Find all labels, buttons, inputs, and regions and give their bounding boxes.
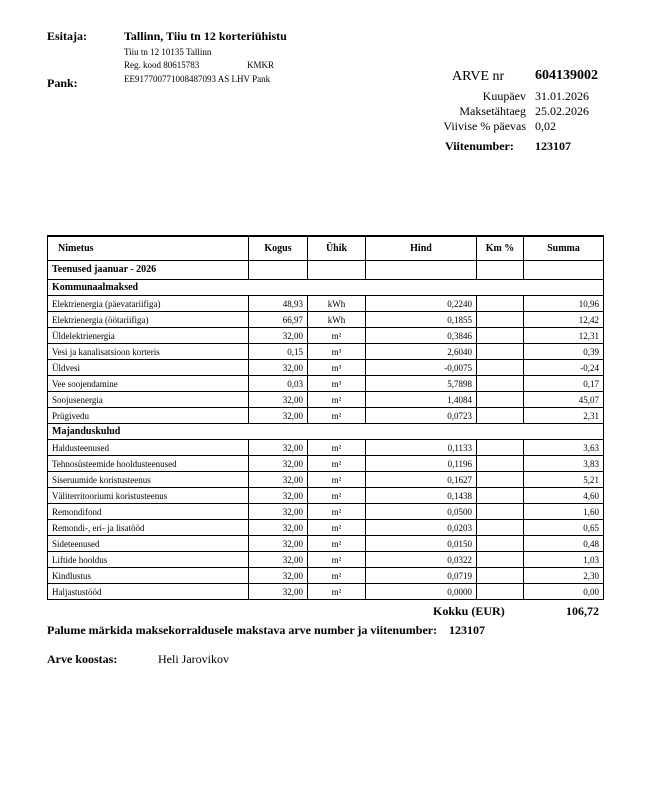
row-name: Soojusenergia [48, 392, 249, 408]
row-name: Üldvesi [48, 360, 249, 376]
table-row [48, 408, 604, 424]
row-vat [477, 504, 524, 520]
table-row [48, 376, 604, 392]
author-label: Arve koostas: [47, 652, 118, 666]
invoice-title: ARVE nr [452, 69, 505, 84]
row-quantity: 32,00 [249, 440, 308, 456]
row-sum: 2,31 [524, 408, 604, 424]
invoice-number: 604139002 [535, 68, 598, 83]
row-unit: m² [308, 472, 366, 488]
row-sum: 1,60 [524, 504, 604, 520]
row-sum: 1,03 [524, 552, 604, 568]
row-price: 2,6040 [366, 344, 477, 360]
sender-label: Esitaja: [47, 29, 87, 43]
row-name: Haljastustööd [48, 584, 249, 600]
row-name: Prügivedu [48, 408, 249, 424]
row-vat [477, 392, 524, 408]
row-vat [477, 584, 524, 600]
bank-account: EE917700771008487093 AS LHV Pank [124, 74, 271, 84]
table-row [48, 296, 604, 312]
row-quantity: 32,00 [249, 360, 308, 376]
row-vat [477, 488, 524, 504]
row-name: Vesi ja kanalisatsioon korteris [48, 344, 249, 360]
row-name: Sideteenused [48, 536, 249, 552]
row-sum: 0,17 [524, 376, 604, 392]
row-price: 0,1438 [366, 488, 477, 504]
row-quantity: 32,00 [249, 408, 308, 424]
table-row [48, 504, 604, 520]
row-name: Haldusteenused [48, 440, 249, 456]
row-name: Kindlustus [48, 568, 249, 584]
total-value: 106,72 [566, 604, 599, 618]
header-unit: Ühik [308, 236, 366, 261]
row-quantity: 32,00 [249, 472, 308, 488]
row-unit: m² [308, 488, 366, 504]
row-price: 0,1133 [366, 440, 477, 456]
row-vat [477, 376, 524, 392]
row-quantity: 32,00 [249, 504, 308, 520]
table-row [48, 440, 604, 456]
row-vat [477, 296, 524, 312]
penalty-label: Viivise % päevas [443, 119, 526, 133]
row-vat [477, 312, 524, 328]
row-unit: m² [308, 552, 366, 568]
row-quantity: 48,93 [249, 296, 308, 312]
row-sum: 12,42 [524, 312, 604, 328]
row-quantity: 32,00 [249, 456, 308, 472]
table-row [48, 552, 604, 568]
row-vat [477, 440, 524, 456]
header-quantity: Kogus [249, 236, 308, 261]
row-unit: m² [308, 568, 366, 584]
row-sum: 0,65 [524, 520, 604, 536]
row-vat [477, 536, 524, 552]
row-unit: m² [308, 504, 366, 520]
row-unit: m² [308, 408, 366, 424]
header-price: Hind [366, 236, 477, 261]
row-sum: 12,31 [524, 328, 604, 344]
row-price: 0,0719 [366, 568, 477, 584]
table-row [48, 520, 604, 536]
row-unit: m² [308, 520, 366, 536]
row-sum: 2,30 [524, 568, 604, 584]
row-quantity: 0,03 [249, 376, 308, 392]
row-quantity: 0,15 [249, 344, 308, 360]
reference-value: 123107 [535, 139, 571, 153]
table-row [48, 392, 604, 408]
header-sum: Summa [524, 236, 604, 261]
row-sum: -0,24 [524, 360, 604, 376]
table-row [48, 536, 604, 552]
sender-address: Tiiu tn 12 10135 Tallinn [124, 47, 212, 57]
date-label: Kuupäev [482, 89, 526, 103]
row-unit: m³ [308, 360, 366, 376]
row-unit: kWh [308, 296, 366, 312]
row-name: Elektrienergia (öötariifiga) [48, 312, 249, 328]
row-quantity: 32,00 [249, 536, 308, 552]
row-quantity: 32,00 [249, 520, 308, 536]
row-price: 0,0723 [366, 408, 477, 424]
table-row [48, 488, 604, 504]
sender-kmkr: KMKR [247, 60, 275, 70]
table-row [48, 312, 604, 328]
row-price: 1,4084 [366, 392, 477, 408]
row-price: 0,0000 [366, 584, 477, 600]
row-unit: m³ [308, 376, 366, 392]
row-price: 0,0500 [366, 504, 477, 520]
author-name: Heli Jarovikov [158, 652, 229, 666]
sender-name: Tallinn, Tiiu tn 12 korteriühistu [124, 29, 287, 43]
row-sum: 3,83 [524, 456, 604, 472]
row-price: 0,1855 [366, 312, 477, 328]
due-label: Maksetähtaeg [459, 104, 526, 118]
row-sum: 0,39 [524, 344, 604, 360]
row-vat [477, 472, 524, 488]
row-unit: m³ [308, 344, 366, 360]
row-vat [477, 408, 524, 424]
row-price: 0,0203 [366, 520, 477, 536]
group-row [48, 280, 604, 296]
row-name: Remondi-, eri- ja lisatööd [48, 520, 249, 536]
row-unit: m² [308, 456, 366, 472]
row-name: Tehnosüsteemide hooldusteenused [48, 456, 249, 472]
invoice-table [47, 235, 604, 600]
row-price: 0,3846 [366, 328, 477, 344]
row-vat [477, 456, 524, 472]
sender-reg-code: Reg. kood 80615783 [124, 60, 200, 70]
row-quantity: 32,00 [249, 488, 308, 504]
period-row [48, 261, 604, 280]
group-row [48, 424, 604, 440]
table-header-row [48, 236, 604, 261]
table-row [48, 328, 604, 344]
row-sum: 45,07 [524, 392, 604, 408]
row-unit: m² [308, 328, 366, 344]
row-vat [477, 552, 524, 568]
row-name: Vee soojendamine [48, 376, 249, 392]
row-vat [477, 344, 524, 360]
table-row [48, 344, 604, 360]
row-name: Üldelektrienergia [48, 328, 249, 344]
row-quantity: 32,00 [249, 392, 308, 408]
row-sum: 10,96 [524, 296, 604, 312]
row-quantity: 32,00 [249, 584, 308, 600]
period-label: Teenused jaanuar - 2026 [48, 261, 249, 280]
header-name: Nimetus [48, 236, 249, 261]
date-value: 31.01.2026 [535, 89, 589, 103]
group-title: Kommunaalmaksed [48, 280, 604, 296]
row-price: 0,0150 [366, 536, 477, 552]
table-row [48, 360, 604, 376]
total-label: Kokku (EUR) [433, 604, 505, 618]
table-row [48, 584, 604, 600]
row-name: Väliterritooriumi koristusteenus [48, 488, 249, 504]
row-sum: 3,63 [524, 440, 604, 456]
payment-note: Palume märkida maksekorraldusele makstava arve number ja viitenumber: [47, 623, 438, 637]
row-name: Siseruumide koristusteenus [48, 472, 249, 488]
table-row [48, 568, 604, 584]
row-unit: kWh [308, 312, 366, 328]
row-price: 0,0322 [366, 552, 477, 568]
row-quantity: 32,00 [249, 328, 308, 344]
row-vat [477, 328, 524, 344]
group-title: Majanduskulud [48, 424, 604, 440]
row-unit: m² [308, 536, 366, 552]
table-row [48, 456, 604, 472]
row-vat [477, 568, 524, 584]
table-row [48, 472, 604, 488]
row-unit: m² [308, 392, 366, 408]
row-sum: 0,00 [524, 584, 604, 600]
bank-label: Pank: [47, 76, 78, 90]
due-value: 25.02.2026 [535, 104, 589, 118]
row-quantity: 66,97 [249, 312, 308, 328]
row-vat [477, 520, 524, 536]
row-quantity: 32,00 [249, 568, 308, 584]
row-sum: 0,48 [524, 536, 604, 552]
row-name: Elektrienergia (päevatariifiga) [48, 296, 249, 312]
row-price: 0,1627 [366, 472, 477, 488]
row-name: Liftide hooldus [48, 552, 249, 568]
row-price: 0,1196 [366, 456, 477, 472]
row-quantity: 32,00 [249, 552, 308, 568]
row-sum: 5,21 [524, 472, 604, 488]
row-price: -0,0075 [366, 360, 477, 376]
reference-label: Viitenumber: [445, 139, 514, 153]
penalty-value: 0,02 [535, 119, 556, 133]
row-price: 0,2240 [366, 296, 477, 312]
header-vat: Km % [477, 236, 524, 261]
payment-note-reference: 123107 [449, 623, 485, 637]
row-vat [477, 360, 524, 376]
row-name: Remondifond [48, 504, 249, 520]
row-price: 5,7898 [366, 376, 477, 392]
row-unit: m² [308, 584, 366, 600]
row-unit: m² [308, 440, 366, 456]
row-sum: 4,60 [524, 488, 604, 504]
